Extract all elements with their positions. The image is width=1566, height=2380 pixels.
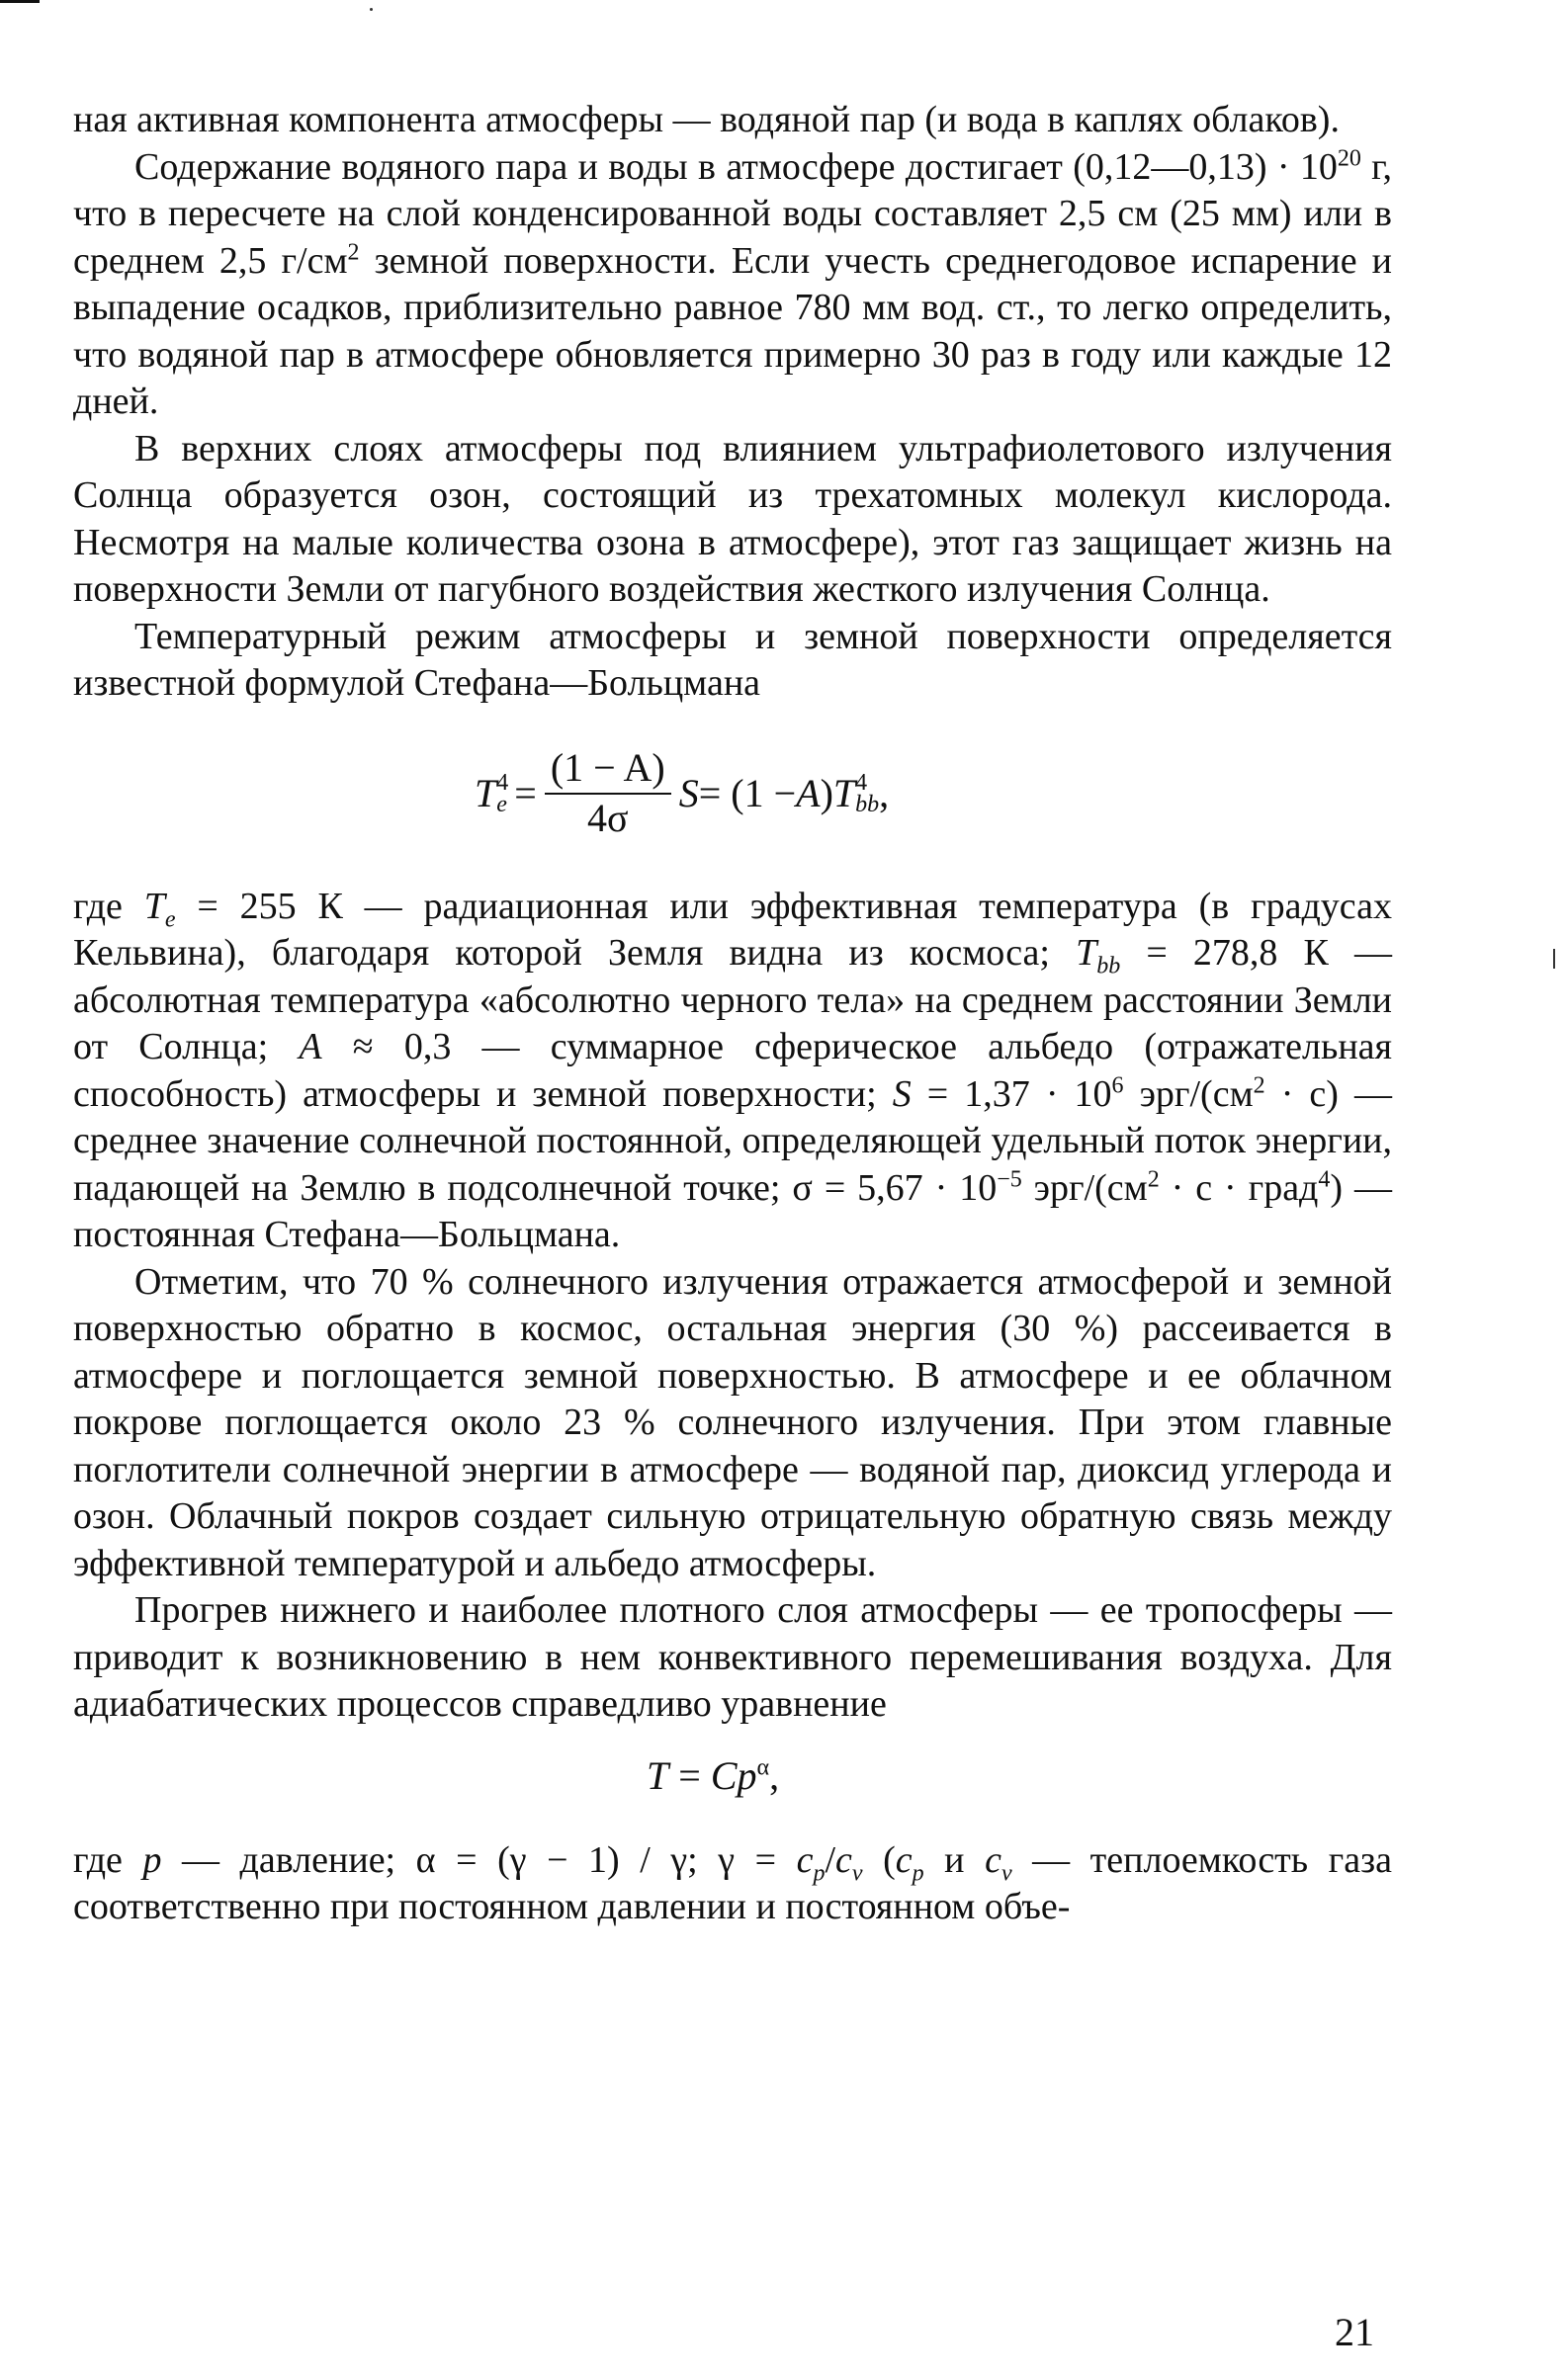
page-number: 21 <box>1335 2310 1374 2354</box>
formula-adiabatic <box>73 1729 1392 1837</box>
formula-stefan-boltzmann <box>73 708 1392 884</box>
formula-stefan-boltzmann-expression: T 4 e = $\frac{(1 - A)}{4\sigma}$ S = (1 − A ) T 4 bb , <box>475 744 890 840</box>
scan-dot-mark <box>370 8 373 11</box>
page-body <box>73 97 1392 1931</box>
formula-fraction: $\frac{(1 - A)}{4\sigma}$ <box>545 745 671 842</box>
paragraph-formula-definitions: где $T_e = 255$ К — радиационная или эффективная температура (в градусах Кельвина), благодаря которой Земля видна из космоса; $T_{bb} = 278,8$ К — абсолютная температура «абсолютно черного тела» на среднем расстоянии Земли от Солнца; A ≈ 0,3 — суммарное сферическое альбедо (отражательная способность) атмосферы и земной поверхности; $S = 1,37 \cdot 10^6$ эрг/$(см^2 \cdot с)$ — среднее значение солнечной постоянной, определяющей удельный поток энергии, падающей на Землю в подсолнечной точке; $\sigma = 5,67 \cdot 10^{-5}$ эрг/($см^2 \cdot с$ · град$^4$) — постоянная Стефана—Больцмана. <box>73 885 1393 1255</box>
scan-corner-mark <box>0 0 40 3</box>
paragraph-adiabatic-definitions: где p — давление; α = (γ − 1) / γ; $\gamma = c_p/c_v$ ($c_p$ и $c_v$ — теплоемкость газа соответственно при постоянном давлении и постоянном объе- <box>73 1838 1392 1927</box>
paragraph-temperature-regime: Температурный режим атмосферы и земной поверхности определяется известной формулой Стефана—Больцмана <box>73 615 1392 704</box>
paragraph-water-vapor-intro: ная активная компонента атмосферы — водяной пар (и вода в каплях облаков). <box>73 99 1340 140</box>
paragraph-solar-radiation: Отметим, что 70 % солнечного излучения отражается атмосферой и земной поверхностью обратно в космос, остальная энергия (30 %) рассеивается в атмосфере и поглощается земной поверхностью. В атмосфере и ее облачном покрове поглощается около 23 % солнечного излучения. При этом главные поглотители солнечной энергии в атмосфере — водяной пар, диоксид углерода и озон. Облачный покров создает сильную отрицательную обратную связь между эффективной температурой и альбедо атмосферы. <box>73 1260 1392 1584</box>
formula-adiabatic-expression: $T = Cp^\alpha$, <box>647 1752 780 1798</box>
paragraph-water-content: Содержание водяного пара и воды в атмосфере достигает (0,12—0,13) · $10^{20}$ г, что в пересчете на слой конденсированной воды составляет 2,5 см (25 мм) или в среднем 2,5 $г/см^2$ земной поверхности. Если учесть среднегодовое испарение и выпадение осадков, приблизительно равное 780 мм вод. ст., то легко определить, что водяной пар в атмосфере обновляется примерно 30 раз в году или каждые 12 дней. <box>73 144 1393 422</box>
scan-side-mark <box>1553 949 1555 969</box>
paragraph-ozone: В верхних слоях атмосферы под влиянием ультрафиолетового излучения Солнца образуется озон, состоящий из трехатомных молекул кислорода. Несмотря на малые количества озона в атмосфере), этот газ защищает жизнь на поверхности Земли от пагубного воздействия жесткого излучения Солнца. <box>73 427 1392 610</box>
paragraph-troposphere: Прогрев нижнего и наиболее плотного слоя атмосферы — ее тропосферы — приводит к возникновению в нем конвективного перемешивания воздуха. Для адиабатических процессов справедливо уравнение <box>73 1589 1392 1725</box>
